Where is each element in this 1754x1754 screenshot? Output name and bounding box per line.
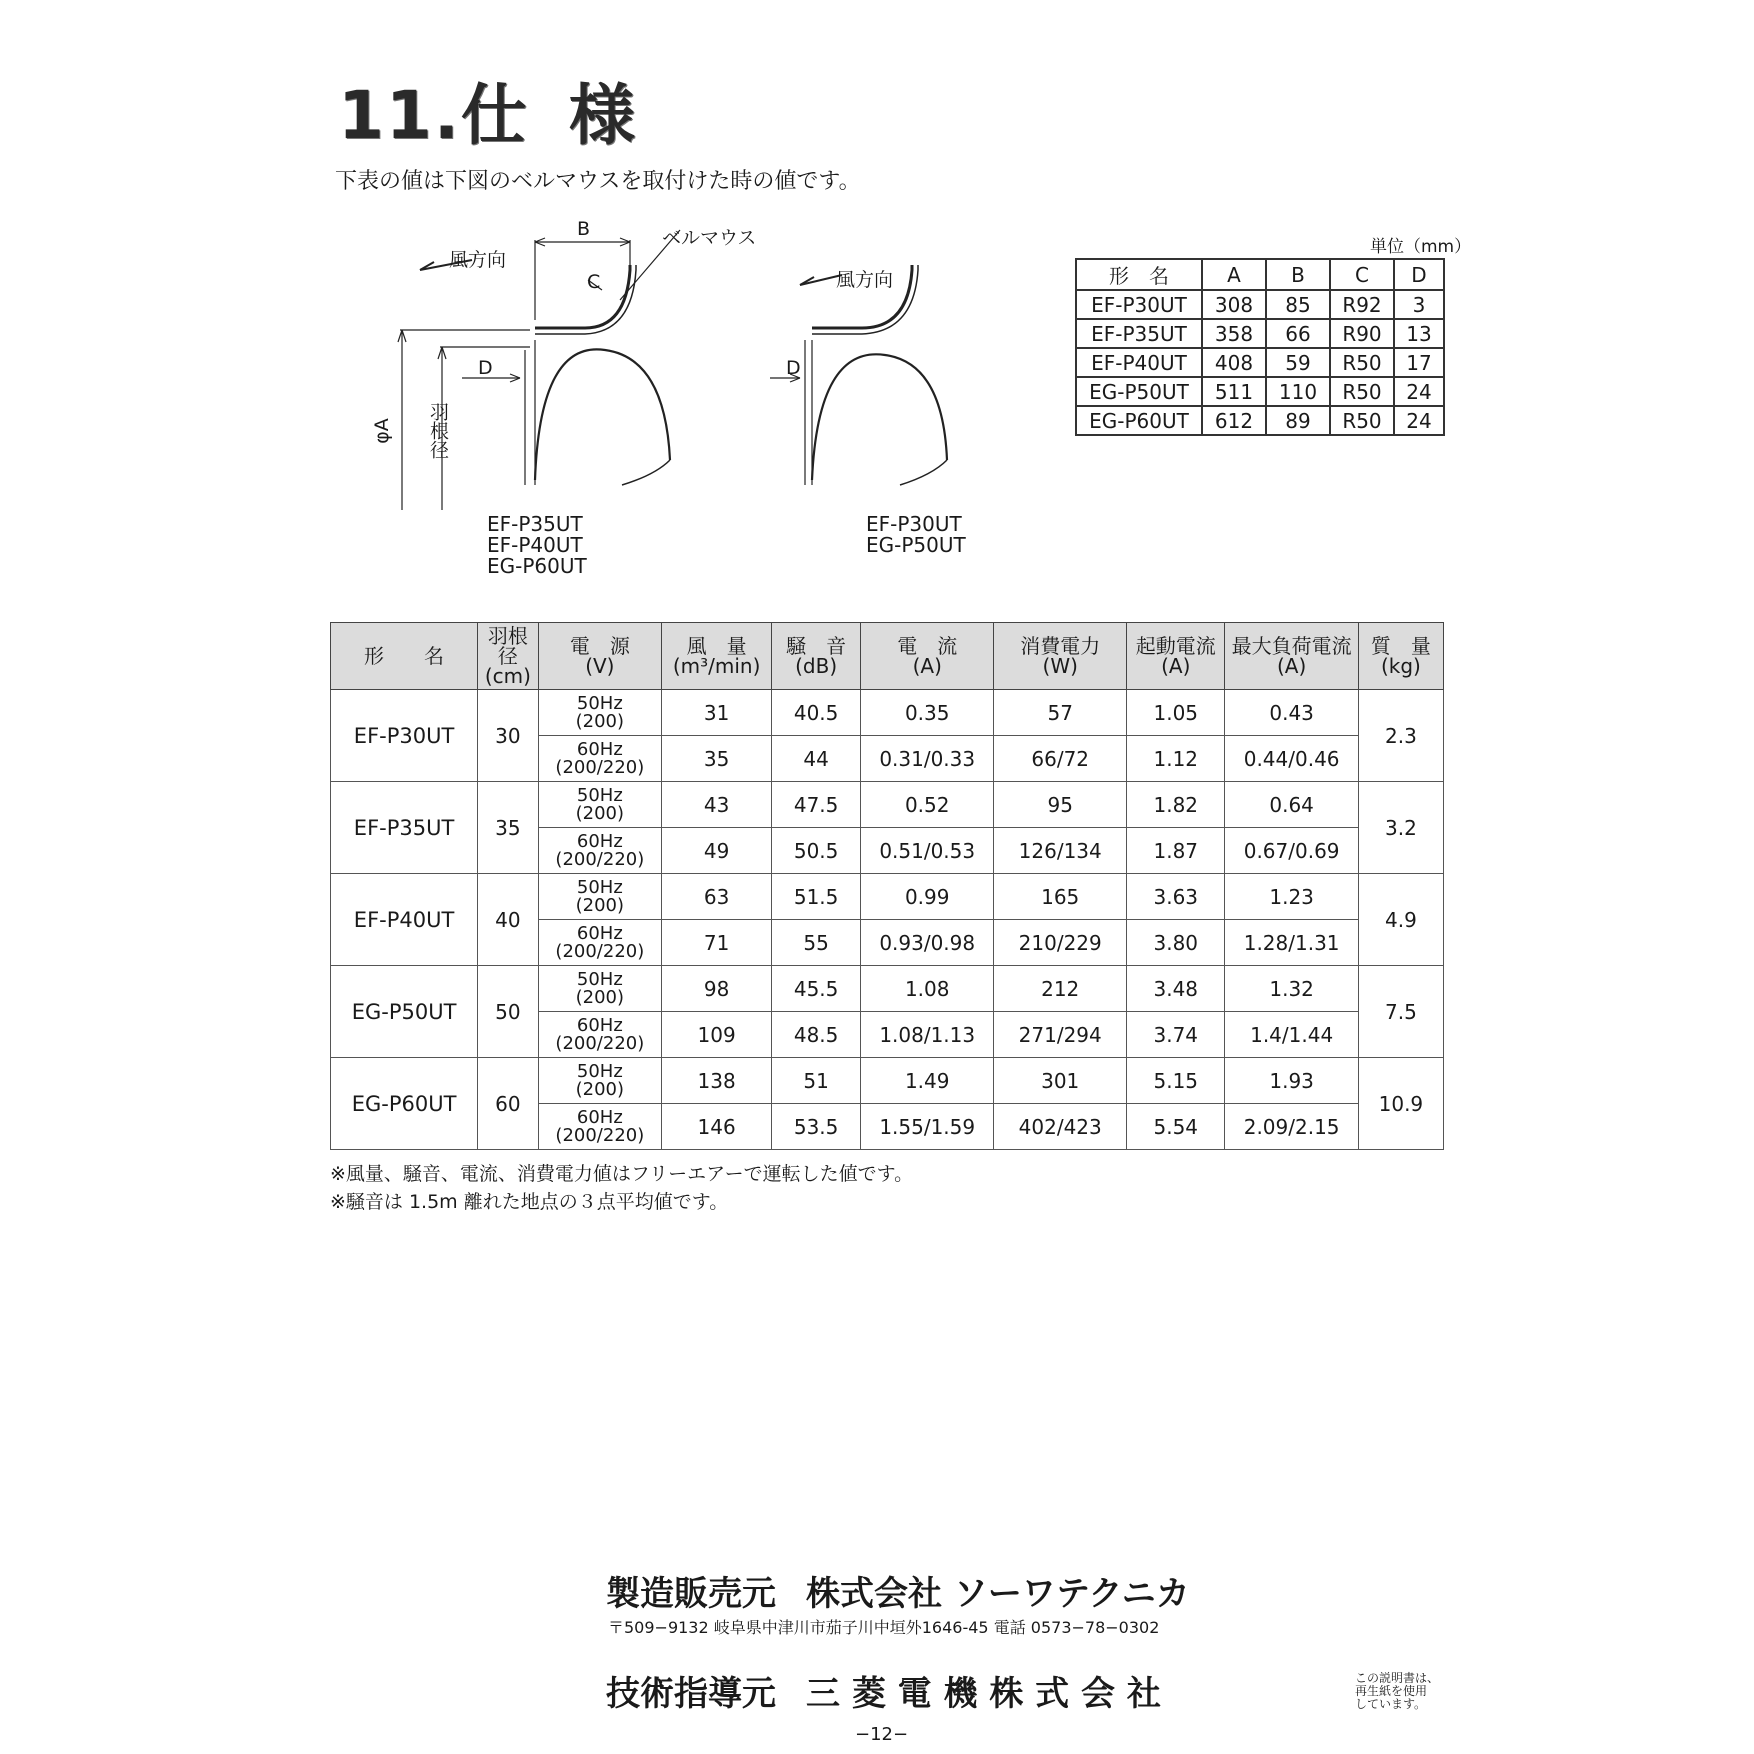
- label-d-left: D: [478, 357, 493, 379]
- table-cell: 50.5: [772, 828, 861, 874]
- table-cell: 31: [662, 690, 772, 736]
- note-item: ※風量、騒音、電流、消費電力値はフリーエアーで運転した値です。: [330, 1163, 914, 1185]
- label-wind-direction-right: 風方向: [836, 269, 894, 291]
- label-bellmouth: ベルマウス: [662, 227, 757, 249]
- mass: 3.2: [1358, 782, 1443, 874]
- table-cell: 1.05: [1127, 690, 1225, 736]
- page-number: −12−: [855, 1724, 909, 1745]
- table-cell: 53.5: [772, 1104, 861, 1150]
- mass: 4.9: [1358, 874, 1443, 966]
- table-row: [331, 874, 1444, 920]
- table-cell: 210/229: [994, 920, 1127, 966]
- intro-text: 下表の値は下図のベルマウスを取付けた時の値です。: [335, 169, 861, 194]
- table-cell: 45.5: [772, 966, 861, 1012]
- table-cell: 165: [994, 874, 1127, 920]
- model-name: EF-P30UT: [331, 690, 478, 782]
- note-item: ※騒音は 1.5m 離れた地点の３点平均値です。: [330, 1191, 729, 1213]
- blade-diameter: 40: [478, 874, 539, 966]
- table-row: [331, 782, 1444, 828]
- table-cell: 71: [662, 920, 772, 966]
- power-source: 50Hz (200): [538, 874, 661, 920]
- notes: [330, 1160, 913, 1216]
- table-cell: EG-P50UT: [1076, 377, 1202, 406]
- blade-diameter: 60: [478, 1058, 539, 1150]
- table-cell: 3.63: [1127, 874, 1225, 920]
- table-cell: 57: [994, 690, 1127, 736]
- table-cell: 3.48: [1127, 966, 1225, 1012]
- table-cell: R92: [1330, 290, 1394, 319]
- table-cell: 146: [662, 1104, 772, 1150]
- table-cell: 55: [772, 920, 861, 966]
- table-row: [331, 690, 1444, 736]
- table-row: [1076, 290, 1444, 319]
- table-cell: EF-P40UT: [1076, 348, 1202, 377]
- table-cell: 0.31/0.33: [861, 736, 994, 782]
- label-b: B: [577, 218, 591, 240]
- table-cell: 0.44/0.46: [1225, 736, 1358, 782]
- table-cell: 35: [662, 736, 772, 782]
- header-mass: 質 量 (kg): [1358, 623, 1443, 690]
- table-cell: 3: [1394, 290, 1444, 319]
- power-source: 50Hz (200): [538, 966, 661, 1012]
- table-row: [1076, 406, 1444, 435]
- table-cell: 1.55/1.59: [861, 1104, 994, 1150]
- table-cell: 301: [994, 1058, 1127, 1104]
- table-cell: 40.5: [772, 690, 861, 736]
- label-blade-diameter: 羽根径: [427, 402, 449, 459]
- power-source: 60Hz (200/220): [538, 1104, 661, 1150]
- table-cell: 24: [1394, 377, 1444, 406]
- spec-table: [330, 622, 1444, 1150]
- power-source: 50Hz (200): [538, 1058, 661, 1104]
- header-cell: A: [1202, 259, 1266, 290]
- table-cell: 0.99: [861, 874, 994, 920]
- table-cell: 63: [662, 874, 772, 920]
- header-blade: 羽根径 (cm): [478, 623, 539, 690]
- header-cell: 形 名: [1076, 259, 1202, 290]
- header-power-consumption: 消費電力 (W): [994, 623, 1127, 690]
- table-row: [331, 1058, 1444, 1104]
- table-cell: 511: [1202, 377, 1266, 406]
- table-cell: 1.93: [1225, 1058, 1358, 1104]
- table-cell: 66/72: [994, 736, 1127, 782]
- table-cell: 212: [994, 966, 1127, 1012]
- power-source: 50Hz (200): [538, 782, 661, 828]
- table-cell: 109: [662, 1012, 772, 1058]
- table-cell: 0.51/0.53: [861, 828, 994, 874]
- table-cell: 402/423: [994, 1104, 1127, 1150]
- table-row: [1076, 319, 1444, 348]
- table-cell: 138: [662, 1058, 772, 1104]
- page-title: 11.仕 様: [338, 77, 637, 154]
- power-source: 60Hz (200/220): [538, 736, 661, 782]
- table-cell: 0.43: [1225, 690, 1358, 736]
- recycled-paper-note: この説明書は、 再生紙を使用 しています。: [1355, 1671, 1440, 1711]
- table-cell: 308: [1202, 290, 1266, 319]
- mass: 2.3: [1358, 690, 1443, 782]
- model-name: EG-P50UT: [331, 966, 478, 1058]
- blade-diameter: 50: [478, 966, 539, 1058]
- table-cell: EF-P35UT: [1076, 319, 1202, 348]
- table-cell: 408: [1202, 348, 1266, 377]
- header-cell: C: [1330, 259, 1394, 290]
- power-source: 50Hz (200): [538, 690, 661, 736]
- table-cell: 0.52: [861, 782, 994, 828]
- table-cell: 17: [1394, 348, 1444, 377]
- header-cell: D: [1394, 259, 1444, 290]
- table-cell: 1.82: [1127, 782, 1225, 828]
- header-starting-current: 起動電流 (A): [1127, 623, 1225, 690]
- header-noise: 騒 音 (dB): [772, 623, 861, 690]
- power-source: 60Hz (200/220): [538, 1012, 661, 1058]
- table-cell: 1.28/1.31: [1225, 920, 1358, 966]
- dimension-table: [1075, 258, 1445, 436]
- header-cell: B: [1266, 259, 1330, 290]
- header-current: 電 流 (A): [861, 623, 994, 690]
- mass: 10.9: [1358, 1058, 1443, 1150]
- table-cell: 49: [662, 828, 772, 874]
- table-cell: 3.74: [1127, 1012, 1225, 1058]
- table-row: [1076, 348, 1444, 377]
- table-cell: EF-P30UT: [1076, 290, 1202, 319]
- table-cell: 110: [1266, 377, 1330, 406]
- model-name: EF-P35UT: [331, 782, 478, 874]
- table-cell: 89: [1266, 406, 1330, 435]
- table-cell: 51: [772, 1058, 861, 1104]
- table-cell: 2.09/2.15: [1225, 1104, 1358, 1150]
- table-cell: 13: [1394, 319, 1444, 348]
- table-cell: 66: [1266, 319, 1330, 348]
- table-cell: 126/134: [994, 828, 1127, 874]
- dimension-table-header: [1076, 259, 1444, 290]
- power-source: 60Hz (200/220): [538, 920, 661, 966]
- table-cell: 0.93/0.98: [861, 920, 994, 966]
- manufacturer: 製造販売元 株式会社 ソーワテクニカ: [606, 1574, 1190, 1614]
- manufacturer-address: 〒509−9132 岐阜県中津川市茄子川中垣外1646-45 電話 0573−78−0302: [608, 1618, 1160, 1637]
- table-cell: 1.23: [1225, 874, 1358, 920]
- header-max-load-current: 最大負荷電流 (A): [1225, 623, 1358, 690]
- table-cell: 0.35: [861, 690, 994, 736]
- right-diagram-models: EF-P30UT EG-P50UT: [866, 512, 966, 557]
- table-cell: 271/294: [994, 1012, 1127, 1058]
- table-cell: 85: [1266, 290, 1330, 319]
- label-wind-direction-left: 風方向: [449, 249, 507, 271]
- table-cell: 47.5: [772, 782, 861, 828]
- power-source: 60Hz (200/220): [538, 828, 661, 874]
- table-cell: 358: [1202, 319, 1266, 348]
- table-cell: 1.4/1.44: [1225, 1012, 1358, 1058]
- table-cell: EG-P60UT: [1076, 406, 1202, 435]
- table-cell: 0.67/0.69: [1225, 828, 1358, 874]
- table-cell: 1.49: [861, 1058, 994, 1104]
- table-cell: R50: [1330, 348, 1394, 377]
- mass: 7.5: [1358, 966, 1443, 1058]
- table-cell: 5.15: [1127, 1058, 1225, 1104]
- label-c: C: [587, 271, 601, 293]
- table-cell: 612: [1202, 406, 1266, 435]
- label-d-right: D: [786, 357, 801, 379]
- table-row: [1076, 377, 1444, 406]
- table-cell: 44: [772, 736, 861, 782]
- table-cell: R50: [1330, 377, 1394, 406]
- table-cell: 3.80: [1127, 920, 1225, 966]
- header-flow: 風 量 (m³/min): [662, 623, 772, 690]
- table-cell: 43: [662, 782, 772, 828]
- table-cell: 1.87: [1127, 828, 1225, 874]
- table-cell: 5.54: [1127, 1104, 1225, 1150]
- header-model: 形 名: [331, 623, 478, 690]
- left-diagram-models: EF-P35UT EF-P40UT EG-P60UT: [487, 512, 587, 578]
- model-name: EF-P40UT: [331, 874, 478, 966]
- technical-guidance: 技術指導元 三 菱 電 機 株 式 会 社: [606, 1674, 1161, 1714]
- table-cell: R50: [1330, 406, 1394, 435]
- spec-table-header: [331, 623, 1444, 690]
- table-cell: 24: [1394, 406, 1444, 435]
- table-cell: 98: [662, 966, 772, 1012]
- table-cell: 51.5: [772, 874, 861, 920]
- table-cell: 0.64: [1225, 782, 1358, 828]
- table-cell: 59: [1266, 348, 1330, 377]
- table-cell: 48.5: [772, 1012, 861, 1058]
- table-cell: 1.12: [1127, 736, 1225, 782]
- blade-diameter: 30: [478, 690, 539, 782]
- table-cell: 95: [994, 782, 1127, 828]
- unit-label: 単位（mm）: [1370, 237, 1472, 257]
- table-cell: 1.08/1.13: [861, 1012, 994, 1058]
- table-cell: 1.32: [1225, 966, 1358, 1012]
- header-power: 電 源 (V): [538, 623, 661, 690]
- model-name: EG-P60UT: [331, 1058, 478, 1150]
- blade-diameter: 35: [478, 782, 539, 874]
- table-cell: R90: [1330, 319, 1394, 348]
- label-phi-a: φA: [370, 418, 393, 444]
- table-row: [331, 966, 1444, 1012]
- table-cell: 1.08: [861, 966, 994, 1012]
